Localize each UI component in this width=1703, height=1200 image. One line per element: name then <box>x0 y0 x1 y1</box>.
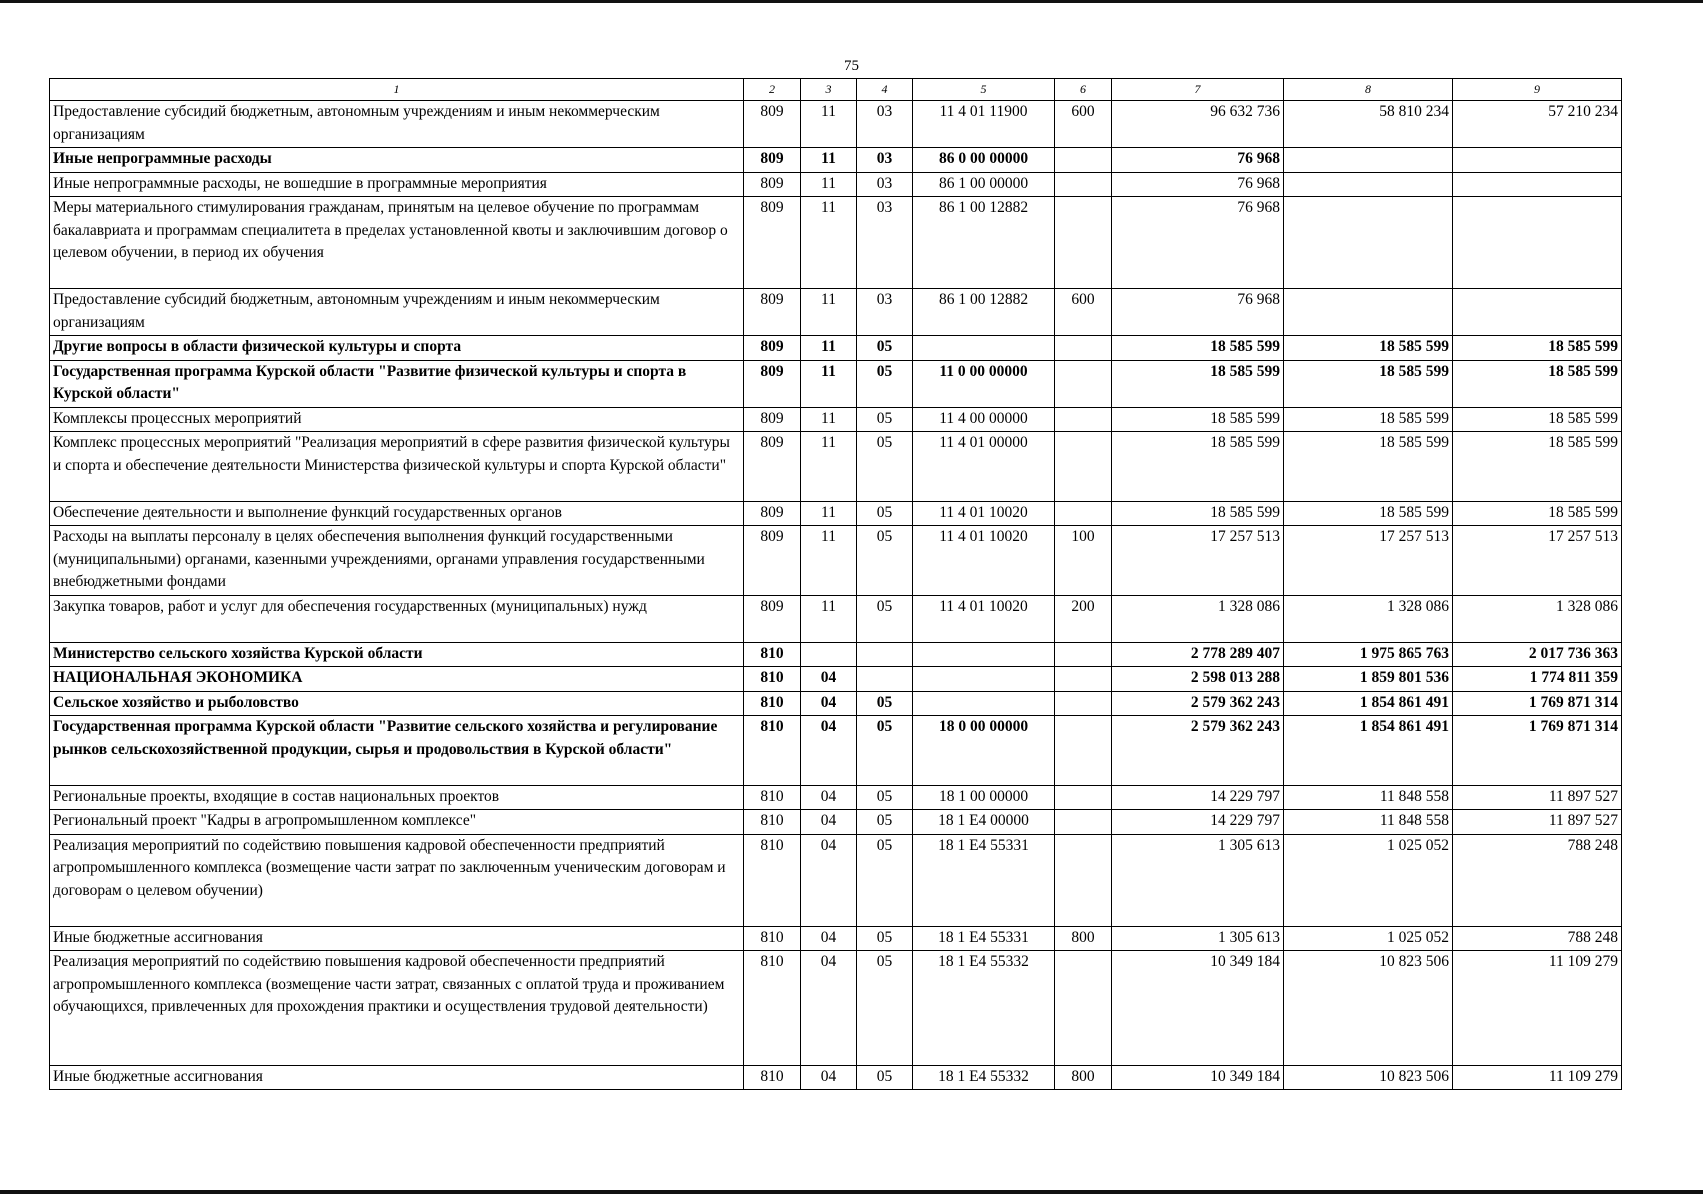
row-admin-code: 809 <box>744 595 801 642</box>
row-subsection-code <box>857 642 913 667</box>
row-amount-col8: 10 823 506 <box>1284 1065 1453 1090</box>
row-amount-col9: 2 017 736 363 <box>1453 642 1622 667</box>
row-amount-col8: 1 975 865 763 <box>1284 642 1453 667</box>
table-row <box>50 526 1622 596</box>
row-target-code <box>913 691 1055 716</box>
row-name: Обеспечение деятельности и выполнение функций государственных органов <box>50 501 744 526</box>
row-expense-type <box>1055 810 1112 835</box>
row-name: Другие вопросы в области физической культуры и спорта <box>50 336 744 361</box>
row-subsection-code: 03 <box>857 101 913 148</box>
row-expense-type <box>1055 432 1112 502</box>
row-section-code: 04 <box>801 810 857 835</box>
row-amount-col7: 10 349 184 <box>1112 951 1284 1066</box>
table-row <box>50 336 1622 361</box>
row-name: Иные бюджетные ассигнования <box>50 1065 744 1090</box>
row-section-code: 11 <box>801 148 857 173</box>
row-amount-col9: 11 897 527 <box>1453 810 1622 835</box>
row-amount-col8: 11 848 558 <box>1284 810 1453 835</box>
table-row <box>50 691 1622 716</box>
table-row <box>50 810 1622 835</box>
row-amount-col9 <box>1453 172 1622 197</box>
row-admin-code: 809 <box>744 197 801 289</box>
row-expense-type <box>1055 642 1112 667</box>
row-section-code: 04 <box>801 834 857 926</box>
row-amount-col8: 1 854 861 491 <box>1284 716 1453 786</box>
row-admin-code: 810 <box>744 1065 801 1090</box>
row-amount-col8: 18 585 599 <box>1284 336 1453 361</box>
row-amount-col7: 76 968 <box>1112 197 1284 289</box>
row-amount-col9: 18 585 599 <box>1453 360 1622 407</box>
row-amount-col9: 18 585 599 <box>1453 432 1622 502</box>
row-amount-col8: 18 585 599 <box>1284 407 1453 432</box>
row-target-code: 18 0 00 00000 <box>913 716 1055 786</box>
row-admin-code: 810 <box>744 785 801 810</box>
row-subsection-code: 05 <box>857 926 913 951</box>
row-admin-code: 809 <box>744 432 801 502</box>
row-expense-type <box>1055 691 1112 716</box>
row-name: НАЦИОНАЛЬНАЯ ЭКОНОМИКА <box>50 667 744 692</box>
row-section-code: 04 <box>801 785 857 810</box>
column-number-6: 6 <box>1055 79 1112 101</box>
row-target-code: 86 1 00 00000 <box>913 172 1055 197</box>
row-target-code: 11 0 00 00000 <box>913 360 1055 407</box>
row-target-code: 11 4 01 11900 <box>913 101 1055 148</box>
row-subsection-code: 05 <box>857 595 913 642</box>
row-amount-col7: 76 968 <box>1112 289 1284 336</box>
row-expense-type: 800 <box>1055 926 1112 951</box>
column-number-8: 8 <box>1284 79 1453 101</box>
row-target-code: 86 1 00 12882 <box>913 289 1055 336</box>
row-subsection-code: 05 <box>857 336 913 361</box>
row-subsection-code: 05 <box>857 407 913 432</box>
row-name: Реализация мероприятий по содействию повышения кадровой обеспеченности предприятий агропромышленного комплекса (возмещение части затрат по заключенным ученическим договорам и договорам о целевом обучении) <box>50 834 744 926</box>
row-admin-code: 809 <box>744 501 801 526</box>
budget-table <box>49 78 1622 1090</box>
table-row <box>50 289 1622 336</box>
row-amount-col9: 1 774 811 359 <box>1453 667 1622 692</box>
row-name: Иные непрограммные расходы <box>50 148 744 173</box>
table-row <box>50 172 1622 197</box>
row-target-code <box>913 642 1055 667</box>
row-admin-code: 809 <box>744 360 801 407</box>
column-number-7: 7 <box>1112 79 1284 101</box>
row-name: Предоставление субсидий бюджетным, автономным учреждениям и иным некоммерческим организациям <box>50 289 744 336</box>
row-amount-col7: 1 305 613 <box>1112 834 1284 926</box>
row-amount-col8: 18 585 599 <box>1284 432 1453 502</box>
row-section-code: 11 <box>801 526 857 596</box>
row-expense-type <box>1055 785 1112 810</box>
row-amount-col7: 18 585 599 <box>1112 360 1284 407</box>
row-expense-type: 600 <box>1055 101 1112 148</box>
table-row <box>50 951 1622 1066</box>
table-row <box>50 716 1622 786</box>
table-row <box>50 926 1622 951</box>
row-expense-type <box>1055 716 1112 786</box>
row-amount-col7: 18 585 599 <box>1112 336 1284 361</box>
row-amount-col7: 76 968 <box>1112 172 1284 197</box>
row-name: Сельское хозяйство и рыболовство <box>50 691 744 716</box>
row-subsection-code: 05 <box>857 1065 913 1090</box>
scan-bottom-edge <box>0 1190 1703 1194</box>
row-target-code: 18 1 E4 00000 <box>913 810 1055 835</box>
row-name: Государственная программа Курской области "Развитие сельского хозяйства и регулирование рынков сельскохозяйственной продукции, сырья и продовольствия в Курской области" <box>50 716 744 786</box>
column-number-9: 9 <box>1453 79 1622 101</box>
table-row <box>50 148 1622 173</box>
row-amount-col7: 18 585 599 <box>1112 501 1284 526</box>
row-amount-col8 <box>1284 197 1453 289</box>
row-subsection-code: 03 <box>857 197 913 289</box>
row-section-code: 11 <box>801 360 857 407</box>
row-amount-col7: 76 968 <box>1112 148 1284 173</box>
row-section-code: 11 <box>801 432 857 502</box>
row-amount-col8 <box>1284 172 1453 197</box>
row-amount-col8: 11 848 558 <box>1284 785 1453 810</box>
table-row <box>50 101 1622 148</box>
row-amount-col9: 17 257 513 <box>1453 526 1622 596</box>
column-number-3: 3 <box>801 79 857 101</box>
row-subsection-code: 03 <box>857 148 913 173</box>
row-amount-col9: 788 248 <box>1453 834 1622 926</box>
row-expense-type <box>1055 951 1112 1066</box>
row-expense-type: 800 <box>1055 1065 1112 1090</box>
scan-top-edge <box>0 0 1703 3</box>
row-target-code: 11 4 01 10020 <box>913 595 1055 642</box>
table-row <box>50 432 1622 502</box>
row-target-code: 86 1 00 12882 <box>913 197 1055 289</box>
row-admin-code: 810 <box>744 810 801 835</box>
row-expense-type <box>1055 407 1112 432</box>
row-section-code: 11 <box>801 595 857 642</box>
row-expense-type <box>1055 360 1112 407</box>
row-admin-code: 809 <box>744 526 801 596</box>
table-row <box>50 595 1622 642</box>
row-name: Министерство сельского хозяйства Курской области <box>50 642 744 667</box>
table-row <box>50 197 1622 289</box>
row-section-code: 04 <box>801 951 857 1066</box>
row-target-code: 86 0 00 00000 <box>913 148 1055 173</box>
table-row <box>50 407 1622 432</box>
table-body <box>50 101 1622 1090</box>
column-number-4: 4 <box>857 79 913 101</box>
row-subsection-code: 05 <box>857 360 913 407</box>
row-target-code <box>913 336 1055 361</box>
row-amount-col7: 18 585 599 <box>1112 407 1284 432</box>
row-subsection-code: 05 <box>857 834 913 926</box>
row-target-code: 11 4 01 10020 <box>913 501 1055 526</box>
row-section-code <box>801 642 857 667</box>
row-section-code: 04 <box>801 1065 857 1090</box>
row-amount-col7: 2 598 013 288 <box>1112 667 1284 692</box>
row-target-code: 18 1 E4 55332 <box>913 951 1055 1066</box>
row-subsection-code: 05 <box>857 785 913 810</box>
row-admin-code: 809 <box>744 148 801 173</box>
row-amount-col9: 18 585 599 <box>1453 336 1622 361</box>
row-amount-col9: 57 210 234 <box>1453 101 1622 148</box>
row-amount-col9: 11 897 527 <box>1453 785 1622 810</box>
row-amount-col7: 2 579 362 243 <box>1112 691 1284 716</box>
table-row <box>50 642 1622 667</box>
row-section-code: 04 <box>801 716 857 786</box>
row-subsection-code: 05 <box>857 951 913 1066</box>
row-subsection-code: 05 <box>857 716 913 786</box>
column-number-1: 1 <box>50 79 744 101</box>
row-amount-col8: 1 025 052 <box>1284 926 1453 951</box>
row-expense-type <box>1055 501 1112 526</box>
row-amount-col7: 1 328 086 <box>1112 595 1284 642</box>
row-admin-code: 809 <box>744 289 801 336</box>
row-expense-type <box>1055 172 1112 197</box>
row-subsection-code: 05 <box>857 501 913 526</box>
row-amount-col8: 10 823 506 <box>1284 951 1453 1066</box>
row-section-code: 11 <box>801 172 857 197</box>
row-amount-col7: 17 257 513 <box>1112 526 1284 596</box>
row-amount-col7: 96 632 736 <box>1112 101 1284 148</box>
row-expense-type: 100 <box>1055 526 1112 596</box>
row-amount-col7: 2 778 289 407 <box>1112 642 1284 667</box>
table-row <box>50 360 1622 407</box>
row-subsection-code: 03 <box>857 289 913 336</box>
row-amount-col8: 18 585 599 <box>1284 501 1453 526</box>
row-admin-code: 810 <box>744 716 801 786</box>
row-admin-code: 810 <box>744 951 801 1066</box>
row-amount-col8: 1 328 086 <box>1284 595 1453 642</box>
row-target-code: 18 1 E4 55331 <box>913 926 1055 951</box>
row-admin-code: 809 <box>744 407 801 432</box>
row-section-code: 11 <box>801 289 857 336</box>
row-amount-col9 <box>1453 148 1622 173</box>
row-target-code: 11 4 00 00000 <box>913 407 1055 432</box>
row-section-code: 04 <box>801 926 857 951</box>
row-subsection-code: 05 <box>857 810 913 835</box>
row-admin-code: 810 <box>744 667 801 692</box>
row-name: Комплекс процессных мероприятий "Реализация мероприятий в сфере развития физической культуры и спорта и обеспечение деятельности Министерства физической культуры и спорта Курской области" <box>50 432 744 502</box>
row-amount-col7: 2 579 362 243 <box>1112 716 1284 786</box>
row-amount-col8 <box>1284 289 1453 336</box>
column-number-2: 2 <box>744 79 801 101</box>
row-name: Государственная программа Курской области "Развитие физической культуры и спорта в Курской области" <box>50 360 744 407</box>
row-name: Закупка товаров, работ и услуг для обеспечения государственных (муниципальных) нужд <box>50 595 744 642</box>
row-admin-code: 810 <box>744 691 801 716</box>
row-subsection-code: 05 <box>857 432 913 502</box>
row-amount-col8 <box>1284 148 1453 173</box>
row-admin-code: 810 <box>744 834 801 926</box>
row-amount-col9 <box>1453 197 1622 289</box>
row-target-code: 18 1 E4 55331 <box>913 834 1055 926</box>
row-name: Реализация мероприятий по содействию повышения кадровой обеспеченности предприятий агропромышленного комплекса (возмещение части затрат, связанных с оплатой труда и проживанием обучающихся, привлеченных для прохождения практики и осуществления трудовой деятельности) <box>50 951 744 1066</box>
row-expense-type: 600 <box>1055 289 1112 336</box>
row-amount-col8: 1 854 861 491 <box>1284 691 1453 716</box>
row-amount-col8: 17 257 513 <box>1284 526 1453 596</box>
row-section-code: 11 <box>801 101 857 148</box>
row-expense-type <box>1055 148 1112 173</box>
table-header-row <box>50 79 1622 101</box>
row-amount-col8: 58 810 234 <box>1284 101 1453 148</box>
row-expense-type: 200 <box>1055 595 1112 642</box>
row-amount-col7: 14 229 797 <box>1112 810 1284 835</box>
row-amount-col7: 18 585 599 <box>1112 432 1284 502</box>
row-subsection-code <box>857 667 913 692</box>
row-amount-col7: 10 349 184 <box>1112 1065 1284 1090</box>
row-target-code: 18 1 E4 55332 <box>913 1065 1055 1090</box>
row-subsection-code: 05 <box>857 691 913 716</box>
row-amount-col9: 788 248 <box>1453 926 1622 951</box>
row-name: Иные непрограммные расходы, не вошедшие в программные мероприятия <box>50 172 744 197</box>
row-amount-col9: 18 585 599 <box>1453 501 1622 526</box>
row-name: Комплексы процессных мероприятий <box>50 407 744 432</box>
row-section-code: 11 <box>801 501 857 526</box>
row-admin-code: 809 <box>744 172 801 197</box>
table-row <box>50 667 1622 692</box>
row-name: Расходы на выплаты персоналу в целях обеспечения выполнения функций государственными (муниципальными) органами, казенными учреждениями, органами управления государственными внебюджетными фондами <box>50 526 744 596</box>
row-amount-col9: 11 109 279 <box>1453 951 1622 1066</box>
row-subsection-code: 05 <box>857 526 913 596</box>
row-amount-col9: 18 585 599 <box>1453 407 1622 432</box>
row-expense-type <box>1055 336 1112 361</box>
page-number: 75 <box>844 58 859 74</box>
row-section-code: 04 <box>801 691 857 716</box>
row-section-code: 04 <box>801 667 857 692</box>
row-amount-col9: 1 769 871 314 <box>1453 691 1622 716</box>
row-admin-code: 810 <box>744 926 801 951</box>
row-section-code: 11 <box>801 197 857 289</box>
row-admin-code: 809 <box>744 101 801 148</box>
row-admin-code: 810 <box>744 642 801 667</box>
row-target-code: 11 4 01 10020 <box>913 526 1055 596</box>
row-target-code: 11 4 01 00000 <box>913 432 1055 502</box>
row-amount-col9: 1 328 086 <box>1453 595 1622 642</box>
table-row <box>50 501 1622 526</box>
row-amount-col8: 1 025 052 <box>1284 834 1453 926</box>
row-name: Региональные проекты, входящие в состав национальных проектов <box>50 785 744 810</box>
row-expense-type <box>1055 197 1112 289</box>
row-name: Региональный проект "Кадры в агропромышленном комплексе" <box>50 810 744 835</box>
row-subsection-code: 03 <box>857 172 913 197</box>
table-row <box>50 1065 1622 1090</box>
row-section-code: 11 <box>801 336 857 361</box>
row-admin-code: 809 <box>744 336 801 361</box>
row-target-code <box>913 667 1055 692</box>
row-amount-col9: 11 109 279 <box>1453 1065 1622 1090</box>
row-section-code: 11 <box>801 407 857 432</box>
row-name: Иные бюджетные ассигнования <box>50 926 744 951</box>
row-expense-type <box>1055 834 1112 926</box>
row-name: Меры материального стимулирования гражданам, принятым на целевое обучение по программам бакалавриата и программам специалитета в пределах установленной квоты и заключившим договор о целевом обучении, в период их обучения <box>50 197 744 289</box>
row-amount-col7: 14 229 797 <box>1112 785 1284 810</box>
column-number-5: 5 <box>913 79 1055 101</box>
table-row <box>50 785 1622 810</box>
row-amount-col8: 18 585 599 <box>1284 360 1453 407</box>
row-name: Предоставление субсидий бюджетным, автономным учреждениям и иным некоммерческим организациям <box>50 101 744 148</box>
row-expense-type <box>1055 667 1112 692</box>
table-row <box>50 834 1622 926</box>
row-target-code: 18 1 00 00000 <box>913 785 1055 810</box>
row-amount-col9 <box>1453 289 1622 336</box>
row-amount-col8: 1 859 801 536 <box>1284 667 1453 692</box>
row-amount-col9: 1 769 871 314 <box>1453 716 1622 786</box>
row-amount-col7: 1 305 613 <box>1112 926 1284 951</box>
